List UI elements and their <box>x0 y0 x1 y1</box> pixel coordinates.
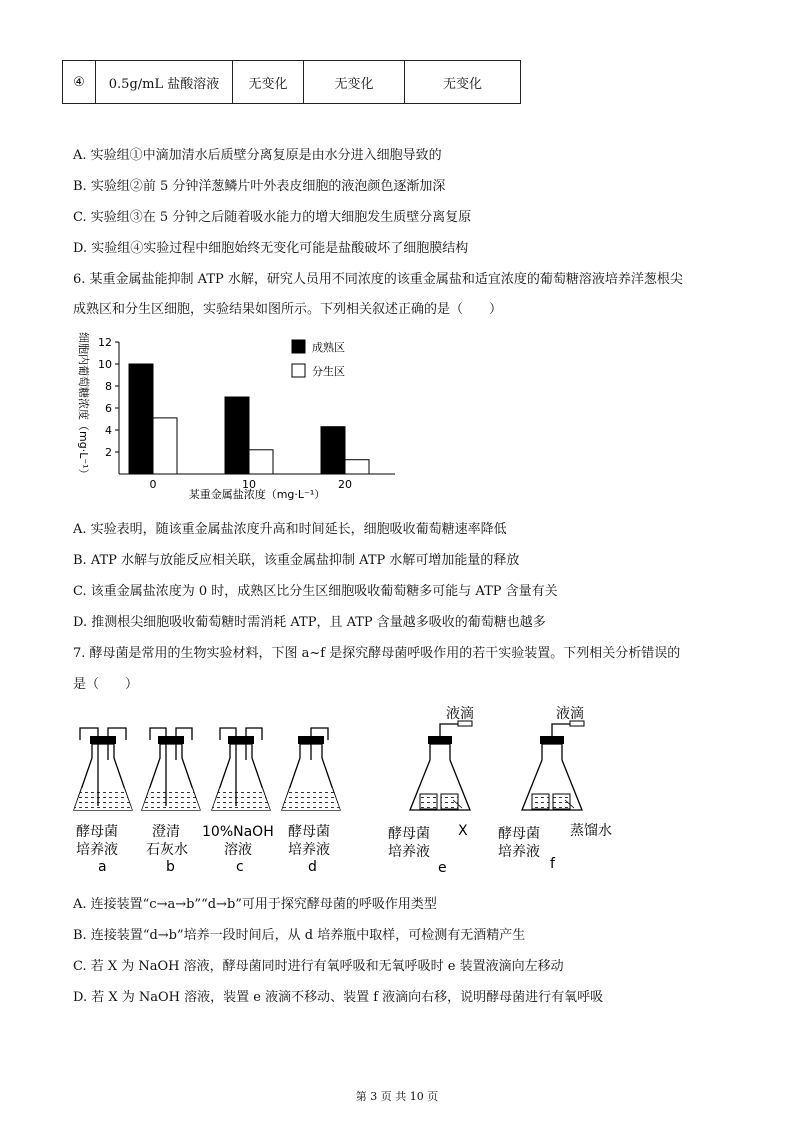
label-a-id: a <box>98 859 107 875</box>
bar-meristem-20 <box>345 460 369 474</box>
q7-stem-line1: 7. 酵母菌是常用的生物实验材料，下图 a~f 是探究酵母菌呼吸作用的若干实验装置。下列相关分析错误的 <box>73 646 681 661</box>
legend-swatch-mature <box>292 340 305 353</box>
label-e-drop: 液滴 <box>446 706 474 722</box>
q6-option-c: C. 该重金属盐浓度为 0 时，成熟区比分生区细胞吸收葡萄糖多可能与 ATP 含量有关 <box>73 584 558 599</box>
y-tick-label: 2 <box>105 446 112 459</box>
apparatus-figure <box>60 700 640 880</box>
q7-option-d: D. 若 X 为 NaOH 溶液，装置 e 液滴不移动、装置 f 液滴向右移，说明酵母菌进行有氧呼吸 <box>73 990 604 1005</box>
q5-option-b: B. 实验组②前 5 分钟洋葱鳞片叶外表皮细胞的液泡颜色逐渐加深 <box>73 179 446 194</box>
q5-option-c: C. 实验组③在 5 分钟之后随着吸水能力的增大细胞发生质壁分离复原 <box>73 210 472 225</box>
x-axis-label: 某重金属盐浓度（mg·L⁻¹） <box>188 488 326 501</box>
y-tick-label: 10 <box>98 358 112 371</box>
y-tick-label: 6 <box>105 402 112 415</box>
label-c-1: 10%NaOH <box>202 824 274 840</box>
flask-b <box>142 728 200 810</box>
table-cell-c1: 无变化 <box>233 61 304 104</box>
flask-d <box>282 728 340 810</box>
label-f-id: f <box>550 856 555 872</box>
label-c-id: c <box>236 859 244 875</box>
q5-option-d: D. 实验组④实验过程中细胞始终无变化可能是盐酸破坏了细胞膜结构 <box>73 241 469 256</box>
label-d-2: 培养液 <box>288 842 330 858</box>
label-a-1: 酵母菌 <box>76 824 118 840</box>
label-d-1: 酵母菌 <box>288 824 330 840</box>
x-tick-label: 20 <box>338 478 352 491</box>
table-cell-solution: 0.5g/mL 盐酸溶液 <box>96 61 233 104</box>
q6-stem-line1: 6. 某重金属盐能抑制 ATP 水解，研究人员用不同浓度的该重金属盐和适宜浓度的葡萄糖溶液培养洋葱根尖 <box>73 272 683 287</box>
label-b-id: b <box>166 859 175 875</box>
y-tick-label: 4 <box>105 424 112 437</box>
label-b-1: 澄清 <box>152 824 180 840</box>
bar-mature-20 <box>321 427 345 474</box>
label-f-2: 培养液 <box>498 844 540 860</box>
label-f-drop: 液滴 <box>556 706 584 722</box>
label-c-2: 溶液 <box>224 842 252 858</box>
page-footer: 第 3 页 共 10 页 <box>355 1090 439 1103</box>
bar-mature-10 <box>225 397 249 474</box>
y-tick-label: 8 <box>105 380 112 393</box>
q6-option-d: D. 推测根尖细胞吸收葡萄糖时需消耗 ATP，且 ATP 含量越多吸收的葡萄糖也越多 <box>73 615 546 630</box>
legend-label-meristem: 分生区 <box>312 365 345 378</box>
y-tick-label: 12 <box>98 336 112 349</box>
legend-swatch-meristem <box>292 364 305 377</box>
x-tick-label: 0 <box>149 478 157 491</box>
label-f-1: 酵母菌 <box>498 826 540 842</box>
legend-label-mature: 成熟区 <box>312 341 345 354</box>
label-f-water: 蒸馏水 <box>570 823 612 839</box>
q7-option-c: C. 若 X 为 NaOH 溶液，酵母菌同时进行有氧呼吸和无氧呼吸时 e 装置液滴向左移动 <box>73 959 564 974</box>
q6-stem-line2: 成熟区和分生区细胞，实验结果如图所示。下列相关叙述正确的是（ ） <box>73 302 503 317</box>
experiment-table <box>62 60 521 104</box>
label-e-1: 酵母菌 <box>388 826 430 842</box>
bar-mature-0 <box>129 364 153 474</box>
x-tick-label: 10 <box>242 478 256 491</box>
bar-chart <box>62 322 422 510</box>
q5-option-a: A. 实验组①中滴加清水后质壁分离复原是由水分进入细胞导致的 <box>73 148 442 163</box>
bar-meristem-10 <box>249 450 273 474</box>
table-row <box>63 61 521 104</box>
label-a-2: 培养液 <box>76 842 118 858</box>
q7-stem-line2: 是（ ） <box>73 677 139 692</box>
label-e-x: X <box>458 823 468 839</box>
table-cell-c3: 无变化 <box>405 61 521 104</box>
bar-meristem-0 <box>153 418 177 474</box>
q6-option-a: A. 实验表明，随该重金属盐浓度升高和时间延长，细胞吸收葡萄糖速率降低 <box>73 522 507 537</box>
flask-e <box>410 721 472 810</box>
table-cell-c2: 无变化 <box>304 61 405 104</box>
q6-option-b: B. ATP 水解与放能反应相关联，该重金属盐抑制 ATP 水解可增加能量的释放 <box>73 553 520 568</box>
table-cell-num: ④ <box>63 61 96 104</box>
q7-option-a: A. 连接装置“c→a→b”“d→b”可用于探究酵母菌的呼吸作用类型 <box>73 897 437 912</box>
flask-f <box>522 721 584 810</box>
label-e-id: e <box>438 860 447 876</box>
flask-a <box>74 728 132 810</box>
label-d-id: d <box>308 859 317 875</box>
q7-option-b: B. 连接装置“d→b”培养一段时间后，从 d 培养瓶中取样，可检测有无酒精产生 <box>73 928 526 943</box>
y-axis-label: 细胞内葡萄糖浓度（mg·L⁻¹） <box>77 332 90 480</box>
label-e-2: 培养液 <box>388 844 430 860</box>
label-b-2: 石灰水 <box>146 842 188 858</box>
flask-c <box>212 728 270 810</box>
